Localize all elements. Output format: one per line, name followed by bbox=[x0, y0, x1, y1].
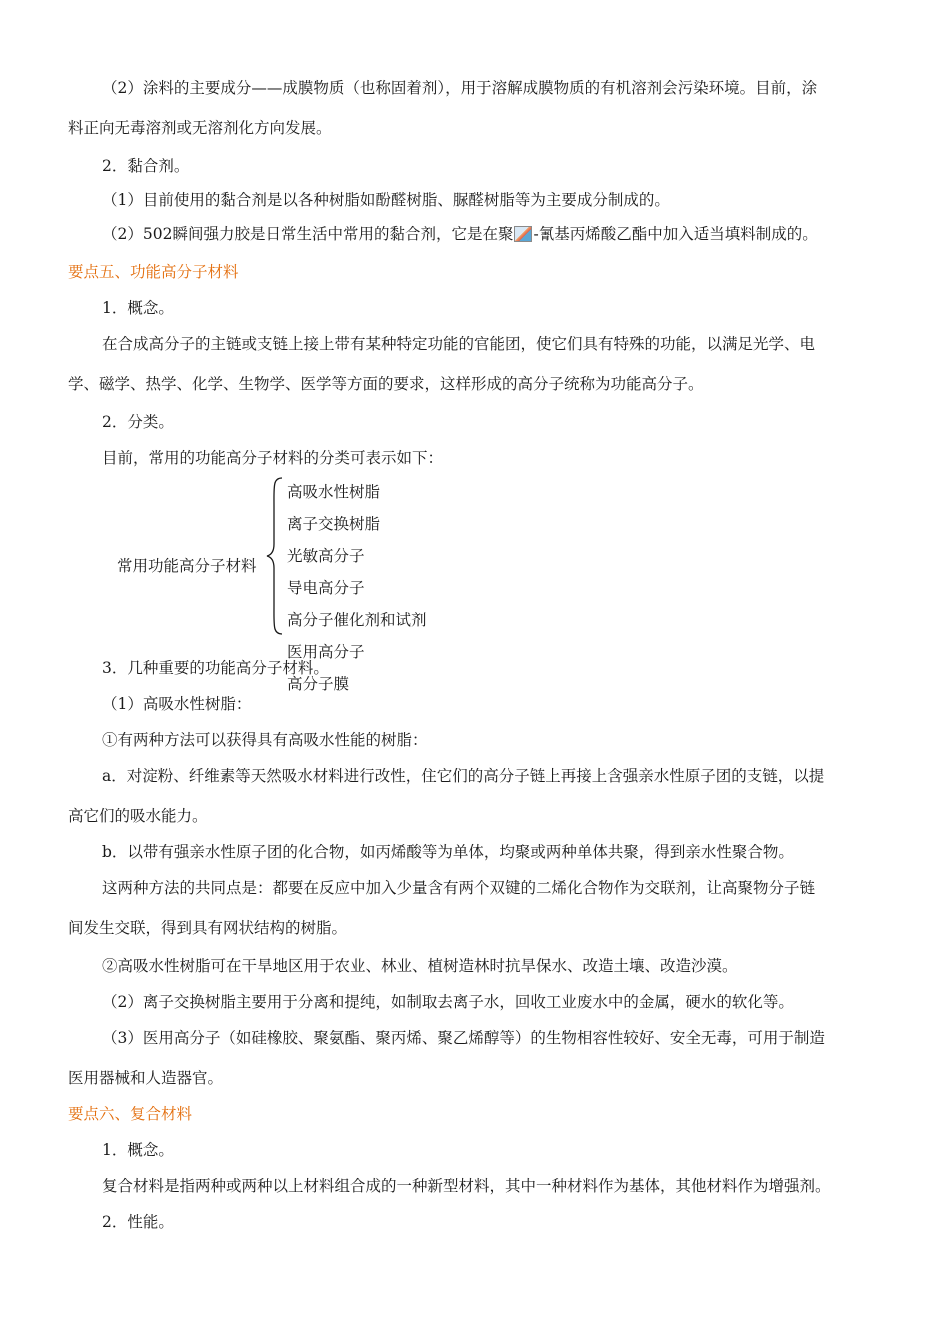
subitem-superabsorbent: （1）高吸水性树脂： bbox=[102, 695, 252, 713]
classification-item: 导电高分子 bbox=[287, 579, 365, 597]
item-concept-2: 1．概念。 bbox=[102, 1141, 174, 1159]
paragraph-concept-line1: 在合成高分子的主链或支链上接上带有某种特定功能的官能团，使它们具有特殊的功能，以满足光学、电 bbox=[102, 335, 816, 353]
broken-image-icon bbox=[514, 226, 532, 242]
paragraph-method-a-line2: 高它们的吸水能力。 bbox=[68, 807, 208, 825]
paragraph-classification-intro: 目前，常用的功能高分子材料的分类可表示如下： bbox=[102, 449, 444, 467]
paragraph-concept-line2: 学、磁学、热学、化学、生物学、医学等方面的要求，这样形成的高分子统称为功能高分子。 bbox=[68, 375, 704, 393]
paragraph-common-line1: 这两种方法的共同点是：都要在反应中加入少量含有两个双键的二烯化合物作为交联剂，让高聚物分子链 bbox=[102, 879, 816, 897]
paragraph-coating-line2: 料正向无毒溶剂或无溶剂化方向发展。 bbox=[68, 119, 332, 137]
item-adhesive: 2．黏合剂。 bbox=[102, 157, 190, 175]
paragraph-method-b: b．以带有强亲水性原子团的化合物，如丙烯酸等为单体，均聚或两种单体共聚，得到亲水性聚合物。 bbox=[102, 843, 794, 861]
paragraph-ion-exchange: （2）离子交换树脂主要用于分离和提纯，如制取去离子水，回收工业废水中的金属，硬水的软化等。 bbox=[102, 993, 794, 1011]
paragraph-coating-line1: （2）涂料的主要成分——成膜物质（也称固着剂），用于溶解成膜物质的有机溶剂会污染环境。目前，涂 bbox=[102, 79, 818, 97]
classification-item: 高分子催化剂和试剂 bbox=[287, 611, 427, 629]
paragraph-adhesive-2 bbox=[102, 224, 818, 244]
paragraph-common-line2: 间发生交联，得到具有网状结构的树脂。 bbox=[68, 919, 348, 937]
paragraph-medical-line2: 医用器械和人造器官。 bbox=[68, 1069, 224, 1087]
paragraph-adhesive-2-part1: （2）502瞬间强力胶是日常生活中常用的黏合剂，它是在聚 bbox=[102, 225, 514, 243]
paragraph-composite-concept: 复合材料是指两种或两种以上材料组合成的一种新型材料，其中一种材料作为基体，其他材料作为增强剂。 bbox=[102, 1177, 831, 1195]
classification-item: 高吸水性树脂 bbox=[287, 483, 381, 501]
item-classification: 2．分类。 bbox=[102, 413, 174, 431]
classification-item: 离子交换树脂 bbox=[287, 515, 381, 533]
heading-composite-materials: 要点六、复合材料 bbox=[68, 1105, 193, 1123]
paragraph-uses: ②高吸水性树脂可在干旱地区用于农业、林业、植树造林时抗旱保水、改造土壤、改造沙漠。 bbox=[102, 957, 738, 975]
classification-item: 医用高分子 bbox=[287, 643, 365, 661]
classification-root: 常用功能高分子材料 bbox=[117, 557, 257, 575]
paragraph-medical-line1: （3）医用高分子（如硅橡胶、聚氨酯、聚丙烯、聚乙烯醇等）的生物相容性较好、安全无毒，可用于制造 bbox=[102, 1029, 825, 1047]
curly-brace-icon bbox=[266, 476, 286, 636]
paragraph-adhesive-2-part2: -氰基丙烯酸乙酯中加入适当填料制成的。 bbox=[533, 225, 818, 243]
paragraph-method-a-line1: a．对淀粉、纤维素等天然吸水材料进行改性，住它们的高分子链上再接上含强亲水性原子团的支链，以提 bbox=[102, 767, 825, 785]
item-important-materials: 3．几种重要的功能高分子材料。 bbox=[102, 659, 329, 677]
heading-functional-polymers: 要点五、功能高分子材料 bbox=[68, 263, 239, 281]
item-concept-1: 1．概念。 bbox=[102, 299, 174, 317]
classification-item: 光敏高分子 bbox=[287, 547, 365, 565]
item-properties: 2．性能。 bbox=[102, 1213, 174, 1231]
classification-item: 高分子膜 bbox=[287, 675, 350, 693]
paragraph-adhesive-1: （1）目前使用的黏合剂是以各种树脂如酚醛树脂、脲醛树脂等为主要成分制成的。 bbox=[102, 191, 670, 209]
paragraph-two-methods: ①有两种方法可以获得具有高吸水性能的树脂： bbox=[102, 731, 428, 749]
